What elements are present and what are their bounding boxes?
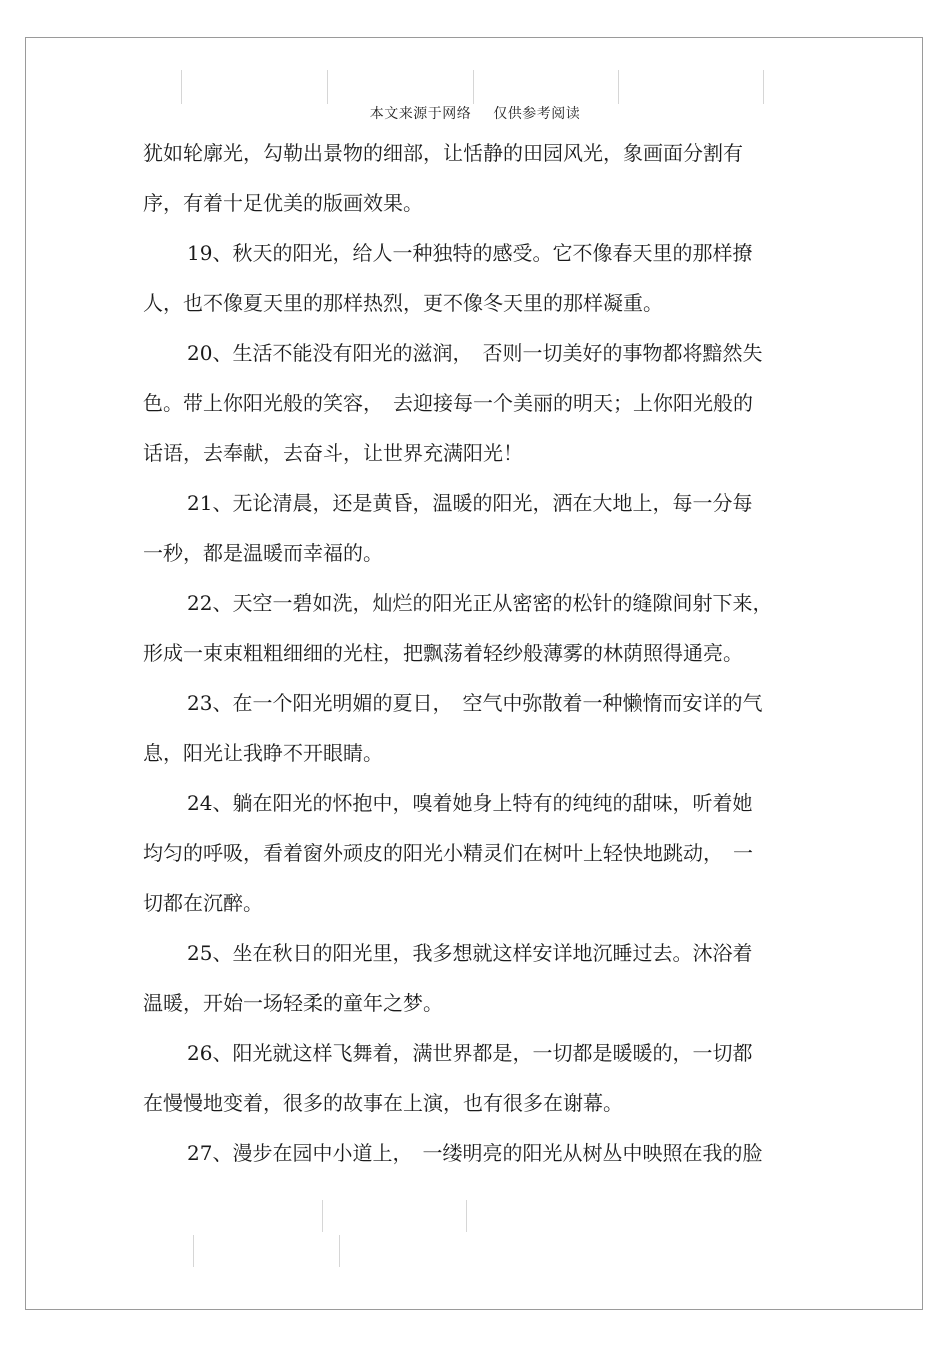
- text-line: 切都在沉醉。: [143, 891, 263, 915]
- text-line: 序，有着十足优美的版画效果。: [143, 191, 423, 215]
- scan-mark: [763, 70, 764, 104]
- text-line: 温暖，开始一场轻柔的童年之梦。: [143, 991, 443, 1015]
- text-line: 22、天空一碧如洗，灿烂的阳光正从密密的松针的缝隙间射下来，: [187, 591, 773, 615]
- text-line: 26、阳光就这样飞舞着，满世界都是，一切都是暖暖的，一切都: [187, 1041, 753, 1065]
- scan-mark: [339, 1235, 340, 1267]
- scan-mark: [618, 70, 619, 104]
- scan-mark: [473, 70, 474, 104]
- text-line: 21、无论清晨，还是黄昏，温暖的阳光，洒在大地上，每一分每: [187, 491, 753, 515]
- scan-mark: [181, 70, 182, 104]
- text-line: 20、生活不能没有阳光的滋润， 否则一切美好的事物都将黯然失: [187, 341, 763, 365]
- text-line: 27、漫步在园中小道上， 一缕明亮的阳光从树丛中映照在我的脸: [187, 1141, 763, 1165]
- scan-mark: [327, 70, 328, 104]
- document-body: [143, 128, 823, 1178]
- text-line: 均匀的呼吸，看着窗外顽皮的阳光小精灵们在树叶上轻快地跳动， 一: [143, 841, 753, 865]
- text-line: 色。带上你阳光般的笑容， 去迎接每一个美丽的明天；上你阳光般的: [143, 391, 753, 415]
- text-line: 25、坐在秋日的阳光里，我多想就这样安详地沉睡过去。沐浴着: [187, 941, 753, 965]
- text-line: 息，阳光让我睁不开眼睛。: [143, 741, 383, 765]
- scan-mark: [322, 1200, 323, 1232]
- text-line: 23、在一个阳光明媚的夏日， 空气中弥散着一种懒惰而安详的气: [187, 691, 763, 715]
- page-header: [0, 103, 950, 123]
- text-line: 人，也不像夏天里的那样热烈，更不像冬天里的那样凝重。: [143, 291, 663, 315]
- scan-mark: [193, 1235, 194, 1267]
- text-line: 话语，去奉献，去奋斗，让世界充满阳光！: [143, 441, 523, 465]
- text-line: 犹如轮廓光，勾勒出景物的细部，让恬静的田园风光，象画面分割有: [143, 141, 743, 165]
- text-line: 19、秋天的阳光，给人一种独特的感受。它不像春天里的那样撩: [187, 241, 753, 265]
- header-reference-note: 仅供参考阅读: [493, 106, 581, 122]
- text-line: 一秒，都是温暖而幸福的。: [143, 541, 383, 565]
- text-line: 在慢慢地变着，很多的故事在上演，也有很多在谢幕。: [143, 1091, 623, 1115]
- text-line: 24、躺在阳光的怀抱中，嗅着她身上特有的纯纯的甜味，听着她: [187, 791, 753, 815]
- header-source-note: 本文来源于网络: [369, 106, 472, 122]
- scan-mark: [466, 1200, 467, 1232]
- text-line: 形成一束束粗粗细细的光柱，把飘荡着轻纱般薄雾的林荫照得通亮。: [143, 641, 743, 665]
